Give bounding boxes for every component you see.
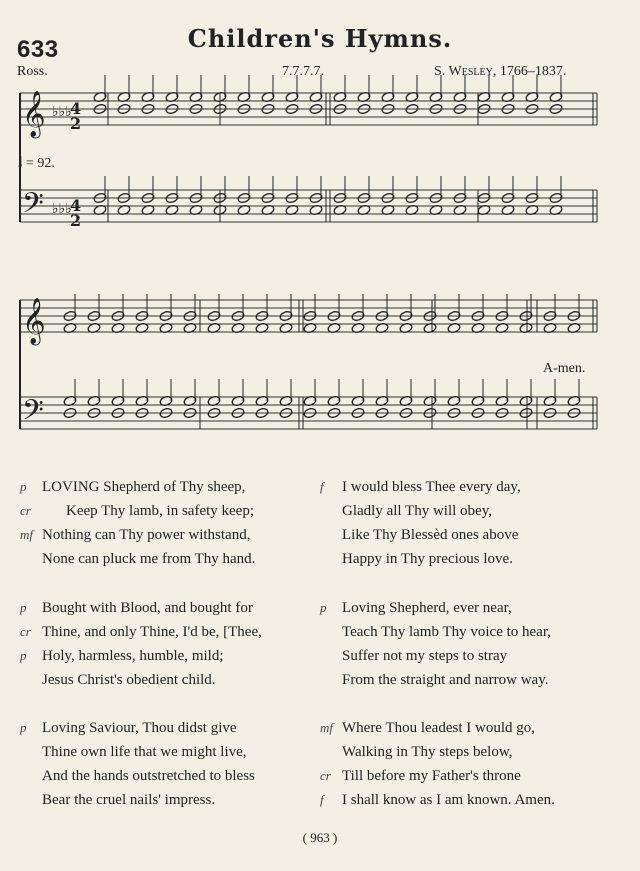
verse-text: Walking in Thy steps below, bbox=[342, 744, 513, 760]
verse-line bbox=[20, 475, 255, 499]
verse-text: I shall know as I am known. Amen. bbox=[342, 792, 555, 808]
verse-line bbox=[42, 788, 255, 812]
verse-line bbox=[20, 620, 262, 644]
time-signature: 4 bbox=[70, 99, 82, 118]
stanza-6 bbox=[320, 716, 555, 812]
verse-text: Jesus Christ's obedient child. bbox=[42, 672, 216, 688]
verse-text: Teach Thy lamb Thy voice to hear, bbox=[342, 624, 551, 640]
stanza-4 bbox=[320, 596, 551, 692]
verse-line bbox=[42, 764, 255, 788]
verse-line bbox=[342, 644, 551, 668]
stanza-3 bbox=[20, 596, 262, 692]
verse-text: Holy, harmless, humble, mild; bbox=[42, 648, 224, 664]
dynamic-mark: f bbox=[320, 792, 324, 807]
bass-clef-icon: 𝄢 bbox=[22, 187, 44, 227]
time-signature: 2 bbox=[70, 114, 82, 133]
verse-text: Till before my Father's throne bbox=[342, 768, 521, 784]
flat-icon: ♭♭♭ bbox=[52, 104, 72, 120]
verse-text: Loving Shepherd, ever near, bbox=[342, 600, 512, 616]
tune-name: Ross. bbox=[17, 64, 48, 79]
verse-line bbox=[42, 547, 255, 571]
stanza-1 bbox=[20, 475, 256, 571]
verse-text: Keep Thy lamb, in safety keep; bbox=[66, 503, 254, 519]
flat-icon: ♭♭♭ bbox=[52, 201, 72, 217]
verse-text: None can pluck me from Thy hand. bbox=[42, 551, 256, 567]
verse-line bbox=[20, 644, 262, 668]
verse-line bbox=[342, 499, 521, 523]
page-number: ( 963 ) bbox=[302, 830, 338, 845]
stanza-2 bbox=[320, 475, 521, 571]
dynamic-mark: p bbox=[20, 479, 27, 494]
treble-clef-icon: 𝄞 bbox=[22, 91, 46, 137]
verse-text: And the hands outstretched to bless bbox=[42, 768, 255, 784]
verse-text: Suffer not my steps to stray bbox=[342, 648, 508, 664]
amen-label: A-men. bbox=[543, 361, 586, 376]
bass-clef-icon: 𝄢 bbox=[22, 394, 44, 434]
verse-text: From the straight and narrow way. bbox=[342, 672, 549, 688]
dynamic-mark: p bbox=[20, 720, 27, 735]
time-signature: 4 bbox=[70, 196, 82, 215]
verse-line bbox=[20, 499, 255, 523]
verse-line bbox=[42, 740, 255, 764]
verse-text: Happy in Thy precious love. bbox=[342, 551, 513, 567]
stanza-5 bbox=[20, 716, 255, 812]
verse-line bbox=[342, 740, 555, 764]
verse-line bbox=[20, 523, 255, 547]
dynamic-mark: mf bbox=[320, 720, 333, 735]
verse-text: Gladly all Thy will obey, bbox=[342, 503, 492, 519]
time-signature: 2 bbox=[70, 211, 82, 230]
verse-line bbox=[320, 596, 551, 620]
verse-line bbox=[342, 547, 521, 571]
dynamic-mark: p bbox=[20, 648, 27, 663]
verse-text: Bear the cruel nails' impress. bbox=[42, 792, 216, 808]
verse-line bbox=[320, 475, 521, 499]
page-title: Children's Hymns. bbox=[187, 24, 453, 53]
verse-text: Thine, and only Thine, I'd be, [Thee, bbox=[42, 624, 262, 640]
verse-line bbox=[42, 668, 262, 692]
dynamic-mark: cr bbox=[20, 624, 31, 639]
composer: S. Wesley, 1766–1837. bbox=[434, 64, 567, 79]
verse-text: I would bless Thee every day, bbox=[342, 479, 521, 495]
verse-text: LOVING Shepherd of Thy sheep, bbox=[42, 479, 246, 495]
verse-text: Nothing can Thy power withstand, bbox=[42, 527, 251, 543]
verse-text: Thine own life that we might live, bbox=[42, 744, 247, 760]
verse-text: Where Thou leadest I would go, bbox=[342, 720, 536, 736]
verse-line bbox=[20, 596, 262, 620]
dynamic-mark: mf bbox=[20, 527, 33, 542]
dynamic-mark: p bbox=[20, 600, 27, 615]
treble-clef-icon: 𝄞 bbox=[22, 298, 46, 344]
verse-line bbox=[320, 764, 555, 788]
hymn-number: 633 bbox=[17, 36, 59, 63]
dynamic-mark: p bbox=[320, 600, 327, 615]
verse-line bbox=[320, 788, 555, 812]
verse-text: Loving Saviour, Thou didst give bbox=[42, 720, 237, 736]
metre: 7.7.7.7. bbox=[282, 64, 324, 79]
verse-line bbox=[342, 620, 551, 644]
verse-line bbox=[20, 716, 255, 740]
verse-text: Bought with Blood, and bought for bbox=[42, 600, 253, 616]
verse-line bbox=[320, 716, 555, 740]
verse-line bbox=[342, 523, 521, 547]
verse-text: Like Thy Blessèd ones above bbox=[342, 527, 519, 543]
dynamic-mark: cr bbox=[20, 503, 31, 518]
verse-line bbox=[342, 668, 551, 692]
tempo-marking: 𝅗𝅥 = 92. bbox=[18, 156, 55, 171]
dynamic-mark: cr bbox=[320, 768, 331, 783]
dynamic-mark: f bbox=[320, 479, 324, 494]
